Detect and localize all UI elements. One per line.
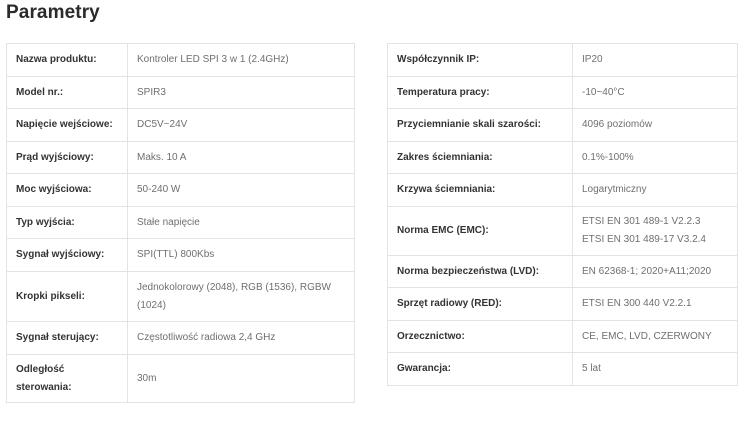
table-row — [388, 288, 738, 321]
param-value: IP20 — [573, 44, 738, 77]
param-value: Częstotliwość radiowa 2,4 GHz — [128, 322, 355, 355]
table-row — [388, 142, 738, 174]
table-row — [388, 174, 738, 207]
table-row — [388, 109, 738, 142]
param-value: 50-240 W — [128, 174, 355, 207]
param-label: Napięcie wejściowe: — [7, 109, 128, 142]
table-row — [388, 256, 738, 288]
param-value: Logarytmiczny — [573, 174, 738, 207]
param-value: -10~40°C — [573, 77, 738, 109]
param-label: Prąd wyjściowy: — [7, 142, 128, 174]
param-value: EN 62368-1; 2020+A11;2020 — [573, 256, 738, 288]
param-value: Stałe napięcie — [128, 207, 355, 239]
param-label: Kropki pikseli: — [7, 272, 128, 322]
param-label: Gwarancja: — [388, 353, 573, 386]
table-row — [7, 142, 355, 174]
param-label: Typ wyjścia: — [7, 207, 128, 239]
table-row — [388, 207, 738, 256]
param-label: Sprzęt radiowy (RED): — [388, 288, 573, 321]
param-value: 30m — [128, 355, 355, 403]
table-row — [7, 355, 355, 403]
table-row — [388, 321, 738, 353]
param-value: Kontroler LED SPI 3 w 1 (2.4GHz) — [128, 44, 355, 77]
table-row — [388, 44, 738, 77]
parameters-table-right — [387, 43, 738, 386]
param-label: Moc wyjściowa: — [7, 174, 128, 207]
table-row — [7, 207, 355, 239]
table-row — [388, 353, 738, 386]
param-label: Norma EMC (EMC): — [388, 207, 573, 256]
param-label: Temperatura pracy: — [388, 77, 573, 109]
param-label: Nazwa produktu: — [7, 44, 128, 77]
parameters-table-left — [6, 43, 355, 403]
param-label: Przyciemnianie skali szarości: — [388, 109, 573, 142]
param-value: ETSI EN 300 440 V2.2.1 — [573, 288, 738, 321]
table-row — [7, 44, 355, 77]
table-row — [7, 322, 355, 355]
param-value-line: ETSI EN 301 489-17 V3.2.4 — [582, 234, 706, 245]
param-value: SPI(TTL) 800Kbs — [128, 239, 355, 272]
param-value — [573, 207, 738, 256]
param-value: DC5V~24V — [128, 109, 355, 142]
param-label: Zakres ściemniania: — [388, 142, 573, 174]
param-label: Sygnał wyjściowy: — [7, 239, 128, 272]
param-label: Współczynnik IP: — [388, 44, 573, 77]
param-label: Odległość sterowania: — [7, 355, 128, 403]
table-row — [7, 272, 355, 322]
param-value: 0.1%-100% — [573, 142, 738, 174]
param-value: CE, EMC, LVD, CZERWONY — [573, 321, 738, 353]
param-value: 4096 poziomów — [573, 109, 738, 142]
param-label: Sygnał sterujący: — [7, 322, 128, 355]
param-label: Krzywa ściemniania: — [388, 174, 573, 207]
param-value-line: ETSI EN 301 489-1 V2.2.3 — [582, 216, 701, 227]
table-row — [7, 109, 355, 142]
param-value: Jednokolorowy (2048), RGB (1536), RGBW (1024) — [128, 272, 355, 322]
param-label: Model nr.: — [7, 77, 128, 109]
param-value: Maks. 10 A — [128, 142, 355, 174]
param-value: SPIR3 — [128, 77, 355, 109]
param-value: 5 lat — [573, 353, 738, 386]
param-label: Orzecznictwo: — [388, 321, 573, 353]
param-label: Norma bezpieczeństwa (LVD): — [388, 256, 573, 288]
page-title: Parametry — [6, 2, 100, 23]
table-row — [7, 77, 355, 109]
table-row — [7, 239, 355, 272]
table-row — [7, 174, 355, 207]
table-row — [388, 77, 738, 109]
